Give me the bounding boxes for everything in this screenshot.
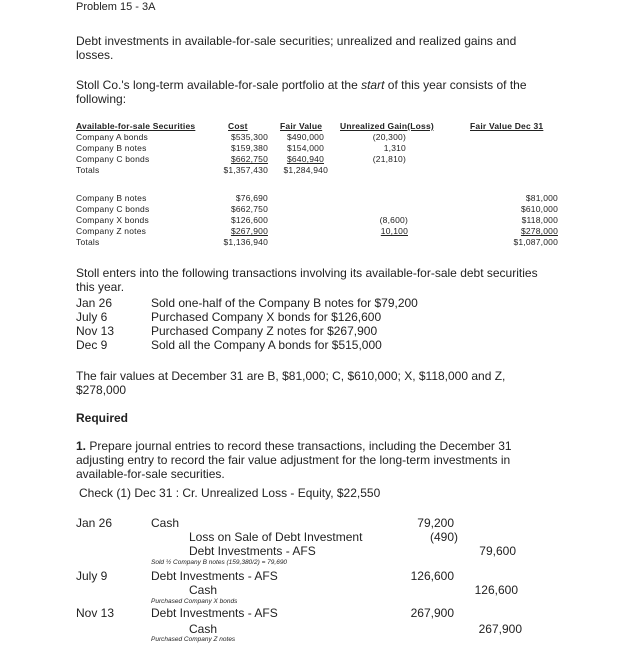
- fair-values-line-2: $278,000: [76, 383, 127, 397]
- journal-note: Sold ½ Company B notes (159,380/2) = 79,690: [151, 559, 288, 566]
- fair-values-paragraph: [76, 369, 505, 397]
- journal-date: Nov 13: [76, 606, 115, 620]
- heading-line-1: Debt investments in available-for-sale securities; unrealized and realized gains and: [76, 34, 517, 48]
- totals-fv: $1,284,940: [283, 165, 328, 175]
- fair-values-line-1: The fair values at December 31 are B, $81,000; C, $610,000; X, $118,000 and Z,: [76, 369, 506, 383]
- journal-debit: 126,600: [410, 569, 454, 583]
- table-row-fv: $640,940: [286, 154, 324, 164]
- journal-note: Purchased Company Z notes: [151, 636, 236, 643]
- transaction-text: Purchased Company X bonds for $126,600: [151, 310, 382, 324]
- col-header-securities: Available-for-sale Securities: [76, 121, 196, 131]
- required-heading: Required: [76, 411, 129, 425]
- journal-account: Debt Investments - AFS: [189, 544, 316, 558]
- problem-title: Problem 15 - 3A: [76, 1, 156, 13]
- table-row-gain: 1,310: [383, 143, 406, 153]
- table-row-name: Company B notes: [76, 143, 147, 153]
- table-row-name: Company C bonds: [76, 204, 150, 214]
- journal-debit: (490): [429, 530, 458, 544]
- table-row-cost: $126,600: [230, 215, 268, 225]
- table-row-gain: (20,300): [372, 132, 406, 142]
- requirement-line-1: Prepare journal entries to record these transactions, including the December 31: [86, 439, 512, 453]
- transaction-date: Nov 13: [76, 324, 115, 338]
- requirement-1: [76, 439, 512, 481]
- transaction-text: Sold one-half of the Company B notes for $79,200: [151, 296, 418, 310]
- table-row-name: Company B notes: [76, 193, 147, 203]
- table-row-cost: $76,690: [235, 193, 268, 203]
- journal-account: Cash: [189, 622, 218, 636]
- journal-debit: 79,200: [417, 516, 454, 530]
- table-row-name: Company A bonds: [76, 132, 148, 142]
- journal-credit: 79,600: [479, 544, 516, 558]
- requirement-number: 1.: [76, 439, 87, 453]
- table-row-fv: $154,000: [286, 143, 324, 153]
- journal-date: Jan 26: [76, 516, 113, 530]
- transactions-intro-line-2: this year.: [76, 280, 125, 294]
- transaction-text: Sold all the Company A bonds for $515,000: [151, 338, 382, 352]
- totals-cost: $1,357,430: [223, 165, 268, 175]
- table-row-fv-dec31: $610,000: [520, 204, 558, 214]
- col-header-fair-value: Fair Value: [280, 121, 323, 131]
- table-row-fv: $490,000: [286, 132, 324, 142]
- table-row-gain: 10,100: [380, 226, 408, 236]
- table-row-gain: (8,600): [379, 215, 408, 225]
- totals-label: Totals: [76, 165, 100, 175]
- intro-paragraph: [76, 78, 527, 106]
- requirement-line-3: available-for-sale securities.: [76, 467, 225, 481]
- transaction-text: Purchased Company Z notes for $267,900: [151, 324, 378, 338]
- transactions-intro-line-1: Stoll enters into the following transactions involving its available-for-sale debt securities: [76, 266, 538, 280]
- journal-account: Debt Investments - AFS: [151, 606, 278, 620]
- heading-line-2: losses.: [76, 48, 114, 62]
- table-row-name: Company C bonds: [76, 154, 150, 164]
- check-figure: Check (1) Dec 31 : Cr. Unrealized Loss - Equity, $22,550: [79, 486, 381, 500]
- journal-date: July 9: [76, 569, 108, 583]
- intro-line-2: following:: [76, 92, 127, 106]
- col-header-fv-dec31: Fair Value Dec 31: [470, 121, 544, 131]
- table-row-name: Company X bonds: [76, 215, 149, 225]
- table-row-fv-dec31: $278,000: [520, 226, 558, 236]
- journal-account: Debt Investments - AFS: [151, 569, 278, 583]
- totals-label: Totals: [76, 237, 100, 247]
- intro-text-b: of this year consists of the: [384, 78, 527, 92]
- transaction-date: July 6: [76, 310, 108, 324]
- transaction-date: Jan 26: [76, 296, 113, 310]
- requirement-line-2: adjusting entry to record the fair value adjustment for the long-term investments in: [76, 453, 511, 467]
- intro-text-emphasis: start: [361, 78, 385, 92]
- journal-credit: 267,900: [478, 622, 522, 636]
- journal-account: Cash: [151, 516, 180, 530]
- transaction-date: Dec 9: [76, 338, 108, 352]
- table-row-fv-dec31: $81,000: [525, 193, 558, 203]
- table-row-cost: $267,900: [230, 226, 268, 236]
- journal-account: Loss on Sale of Debt Investment: [189, 530, 363, 544]
- table-row-cost: $159,380: [230, 143, 268, 153]
- journal-note: Purchased Company X bonds: [151, 598, 238, 605]
- table-row-name: Company Z notes: [76, 226, 147, 236]
- journal-account: Cash: [189, 583, 218, 597]
- journal-debit: 267,900: [410, 606, 454, 620]
- totals-cost: $1,136,940: [223, 237, 268, 247]
- section-heading: [76, 34, 516, 62]
- table-row-cost: $662,750: [230, 204, 268, 214]
- journal-credit: 126,600: [474, 583, 518, 597]
- col-header-cost: Cost: [228, 121, 248, 131]
- intro-text-a: Stoll Co.'s long-term available-for-sale portfolio at the: [76, 78, 362, 92]
- totals-fv-dec31: $1,087,000: [513, 237, 558, 247]
- col-header-unrealized: Unrealized Gain(Loss): [340, 121, 434, 131]
- table-row-gain: (21,810): [372, 154, 406, 164]
- table-row-fv-dec31: $118,000: [521, 215, 558, 225]
- table-row-cost: $662,750: [230, 154, 268, 164]
- transactions-intro: [76, 266, 538, 294]
- table-row-cost: $535,300: [230, 132, 268, 142]
